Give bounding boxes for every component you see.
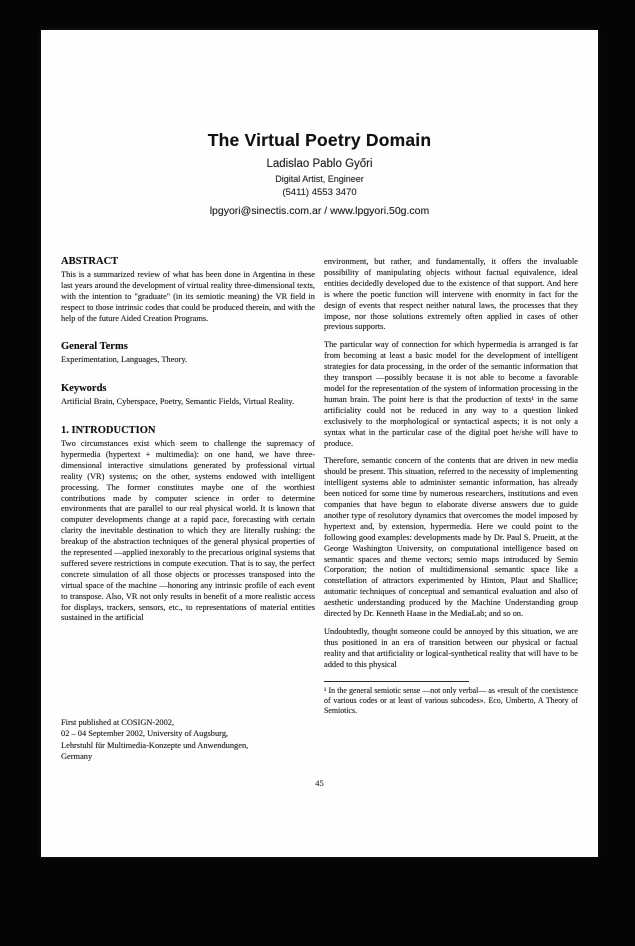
abstract-heading: ABSTRACT [61, 256, 119, 267]
paper-page [41, 30, 598, 857]
body-paragraph: Therefore, semantic concern of the contents that are driven in new media should be present. This situation, referred to the necessity of implementing intelligent systems able to administer semantic information, has already been noticed for some time by numerous researchers, institutions and even companies that have begun to elaborate diverse answers due to guide another type of resolutory dynamics that overcomes the model imposed by hypertext and, by extension, hypermedia. Here we could point to the following good examples: developments made by Dr. Paul S. Prueitt, at the George Washington University, on computational intelligence based on semantic spaces and theme vectors; semio maps introduced by Semio Corporation; the notion of multidimensional semantic space like a constellation of attractors experimented by Hinton, Plaut and Shallice; automatic techniques of conceptual and semantical evaluation and also of aesthetic understanding produced by the Machine Understanding group directed by Dr. Kenneth Haase in the MediaLab; and so on. [324, 456, 578, 619]
left-column [61, 257, 315, 762]
general-terms-text: Experimentation, Languages, Theory. [61, 355, 188, 365]
keywords-heading: Keywords [61, 383, 107, 395]
author-role: Digital Artist, Engineer [275, 174, 364, 184]
body-paragraph: The particular way of connection for which hypermedia is arranged is far from becoming at least a basic model for the development of intelligent strategies for data processing, in the order of the semantic information that they transport —possibly because it is not able to become a favorable model for the representation of the system of information processing in the human brain. The point here is that the production of texts¹ in the same artificiality could not be reduced in any way to a question linked exclusively to the morphological or syntactical aspects; it is not only a syntax what in the particular case of the digital poet he/she will have to produce. [324, 340, 578, 448]
introduction-heading: 1. INTRODUCTION [61, 425, 156, 437]
abstract-text: This is a summarized review of what has been done in Argentina in these last years around the development of virtual reality three-dimensional texts, with the intention to "graduate" (in its semiotic meaning) the VR field in respect to those intrinsic codes that could be produced therein, and with the help of the future Aided Creation Programs. [61, 269, 315, 323]
general-terms-heading: General Terms [61, 341, 128, 353]
publication-note [61, 717, 315, 762]
publication-note-line: First published at COSIGN-2002, [61, 718, 175, 728]
paper-title: The Virtual Poetry Domain [207, 130, 432, 150]
keywords-text: Artificial Brain, Cyberspace, Poetry, Semantic Fields, Virtual Reality. [61, 397, 295, 407]
author-contact: lpgyori@sinectis.com.ar / www.lpgyori.50g.com [209, 205, 430, 217]
author-name: Ladislao Pablo Győri [266, 158, 373, 170]
right-column [324, 257, 578, 762]
publication-note-line: Germany [61, 751, 93, 761]
two-column-body [61, 257, 578, 762]
body-paragraph: environment, but rather, and fundamentally, it offers the invaluable possibility of manipulating objects without factual equivalence, ideal entities decidedly developed due to the existence of that support. And here is where the poetic function will intervene with enormity in fact for the design of events that respect neither natural laws, the processes that they impose, nor those solutions extremely often applied in cases of other previous supports. [324, 257, 578, 332]
publication-note-line: Lehrstuhl für Multimedia-Konzepte und Anwendungen, [61, 740, 249, 750]
author-phone: (5411) 4553 3470 [282, 187, 357, 198]
publication-note-line: 02 – 04 September 2002, University of Augsburg, [61, 729, 229, 739]
footnote-rule [324, 681, 469, 682]
footnote-text: ¹ In the general semiotic sense —not only verbal— as «result of the coexistence of various codes or at least of various subcodes». Eco, Umberto, A Theory of Semiotics. [324, 685, 578, 716]
introduction-paragraph: Two circumstances exist which seem to challenge the supremacy of hypermedia (hypertext + multimedia): on one hand, we have three-dimensional interactive simulations generated by professional virtual reality (VR) systems; on the other, systems endowed with intelligent processing. The former constitutes maybe one of the worthiest contributions made by computer science in order to determine environments that are parallel to our real physical world. It is known that computer developments change at a rapid pace, forecasting with certain clarity the inevitable destination to which they are literally rushing: the breakup of the abstraction techniques of the general physical properties of the represented —applied inexorably to the precarious original systems that suffered severe restrictions in compute execution. That is to say, the perfect concrete simulation of all those objects or processes transposed into the virtual space of the machine —honoring any intrinsic profile of each event to transpose. Also, VR not only results in benefit of a more realistic access for displays, trackers, sensors, etc., to representations of material entities sustained in the artificial [61, 438, 315, 623]
body-paragraph: Undoubtedly, thought someone could be annoyed by this situation, we are thus positioned in an era of transition between our physical or factual reality and that artificiality or logical-synthetical reality that will have to be added to this physical [324, 627, 578, 669]
title-block [41, 130, 598, 217]
page-number: 45 [315, 778, 324, 788]
